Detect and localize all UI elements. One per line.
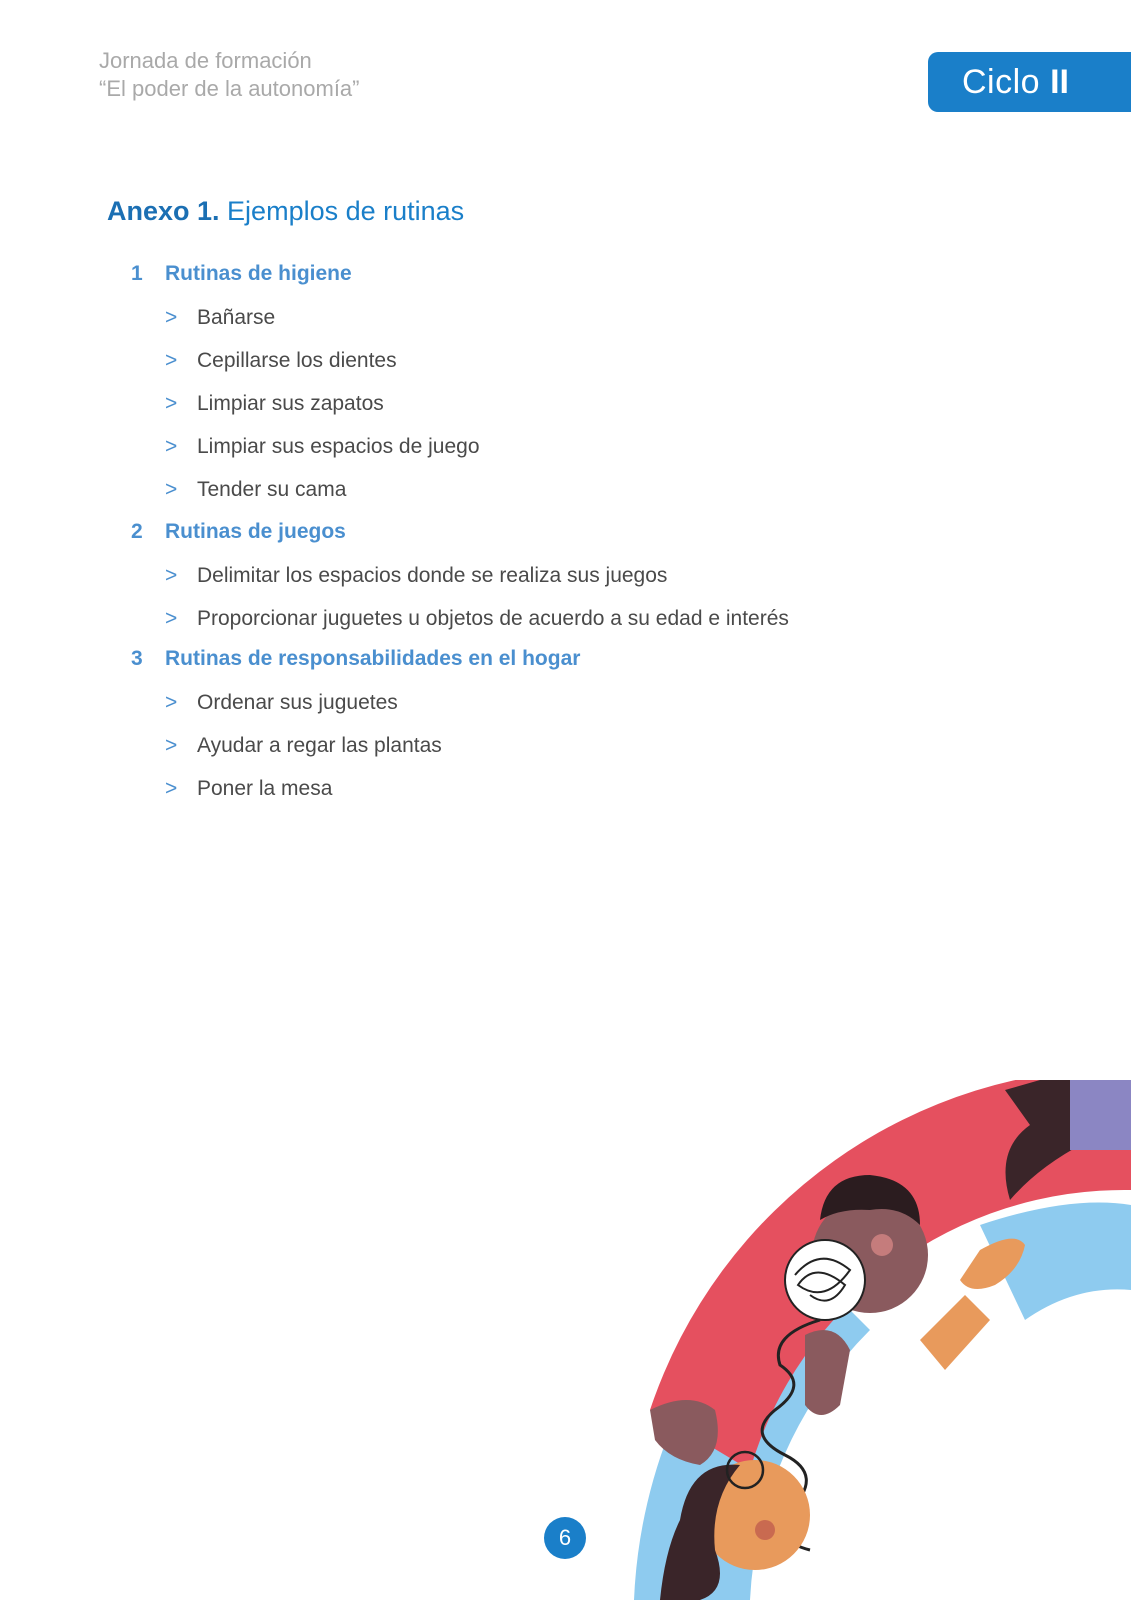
header-line-2: “El poder de la autonomía” <box>99 76 360 101</box>
cycle-label: Ciclo <box>962 62 1041 101</box>
list-item <box>165 607 789 631</box>
annex-subtitle: Ejemplos de rutinas <box>219 196 465 226</box>
section-heading <box>131 647 580 671</box>
chevron-right-icon: > <box>165 306 178 329</box>
chevron-right-icon: > <box>165 691 178 714</box>
list-item-text: Proporcionar juguetes u objetos de acuerdo a su edad e interés <box>197 607 789 630</box>
document-header <box>99 47 360 103</box>
boy-cheek <box>871 1234 893 1256</box>
cycle-number: II <box>1050 62 1069 101</box>
section-number: 2 <box>131 520 143 543</box>
girl-cheek <box>755 1520 775 1540</box>
list-item-text: Poner la mesa <box>197 777 333 800</box>
list-item-text: Ordenar sus juguetes <box>197 691 398 714</box>
section-title: Rutinas de juegos <box>165 520 346 543</box>
chevron-right-icon: > <box>165 607 178 630</box>
chevron-right-icon: > <box>165 564 178 587</box>
list-item <box>165 478 346 502</box>
section-title: Rutinas de higiene <box>165 262 352 285</box>
chevron-right-icon: > <box>165 777 178 800</box>
section-heading <box>131 520 346 544</box>
list-item <box>165 777 332 801</box>
section-title: Rutinas de responsabilidades en el hogar <box>165 647 581 670</box>
orange-arm <box>920 1295 990 1370</box>
list-item <box>165 306 275 330</box>
brown-hand <box>805 1330 850 1415</box>
list-item <box>165 691 398 715</box>
list-item <box>165 564 667 588</box>
list-item-text: Bañarse <box>197 306 276 329</box>
list-item-text: Limpiar sus zapatos <box>197 392 384 415</box>
list-item-text: Delimitar los espacios donde se realiza sus juegos <box>197 564 668 587</box>
children-circle-illustration <box>620 1080 1131 1600</box>
chevron-right-icon: > <box>165 392 178 415</box>
purple-sleeve <box>1070 1080 1131 1150</box>
list-item <box>165 435 480 459</box>
list-item <box>165 734 442 758</box>
annex-title <box>107 196 464 227</box>
list-item-text: Tender su cama <box>197 478 347 501</box>
chevron-right-icon: > <box>165 349 178 372</box>
list-item <box>165 392 384 416</box>
yarn-ball <box>785 1240 865 1320</box>
header-line-1: Jornada de formación <box>99 48 312 73</box>
list-item-text: Cepillarse los dientes <box>197 349 397 372</box>
section-number: 1 <box>131 262 143 285</box>
chevron-right-icon: > <box>165 734 178 757</box>
list-item-text: Limpiar sus espacios de juego <box>197 435 480 458</box>
section-heading <box>131 262 352 286</box>
chevron-right-icon: > <box>165 478 178 501</box>
list-item-text: Ayudar a regar las plantas <box>197 734 442 757</box>
section-number: 3 <box>131 647 143 670</box>
brown-hand-left <box>650 1400 718 1465</box>
page-number: 6 <box>544 1517 586 1559</box>
chevron-right-icon: > <box>165 435 178 458</box>
list-item <box>165 349 397 373</box>
cycle-tab <box>928 52 1131 112</box>
annex-label: Anexo 1. <box>107 196 220 226</box>
